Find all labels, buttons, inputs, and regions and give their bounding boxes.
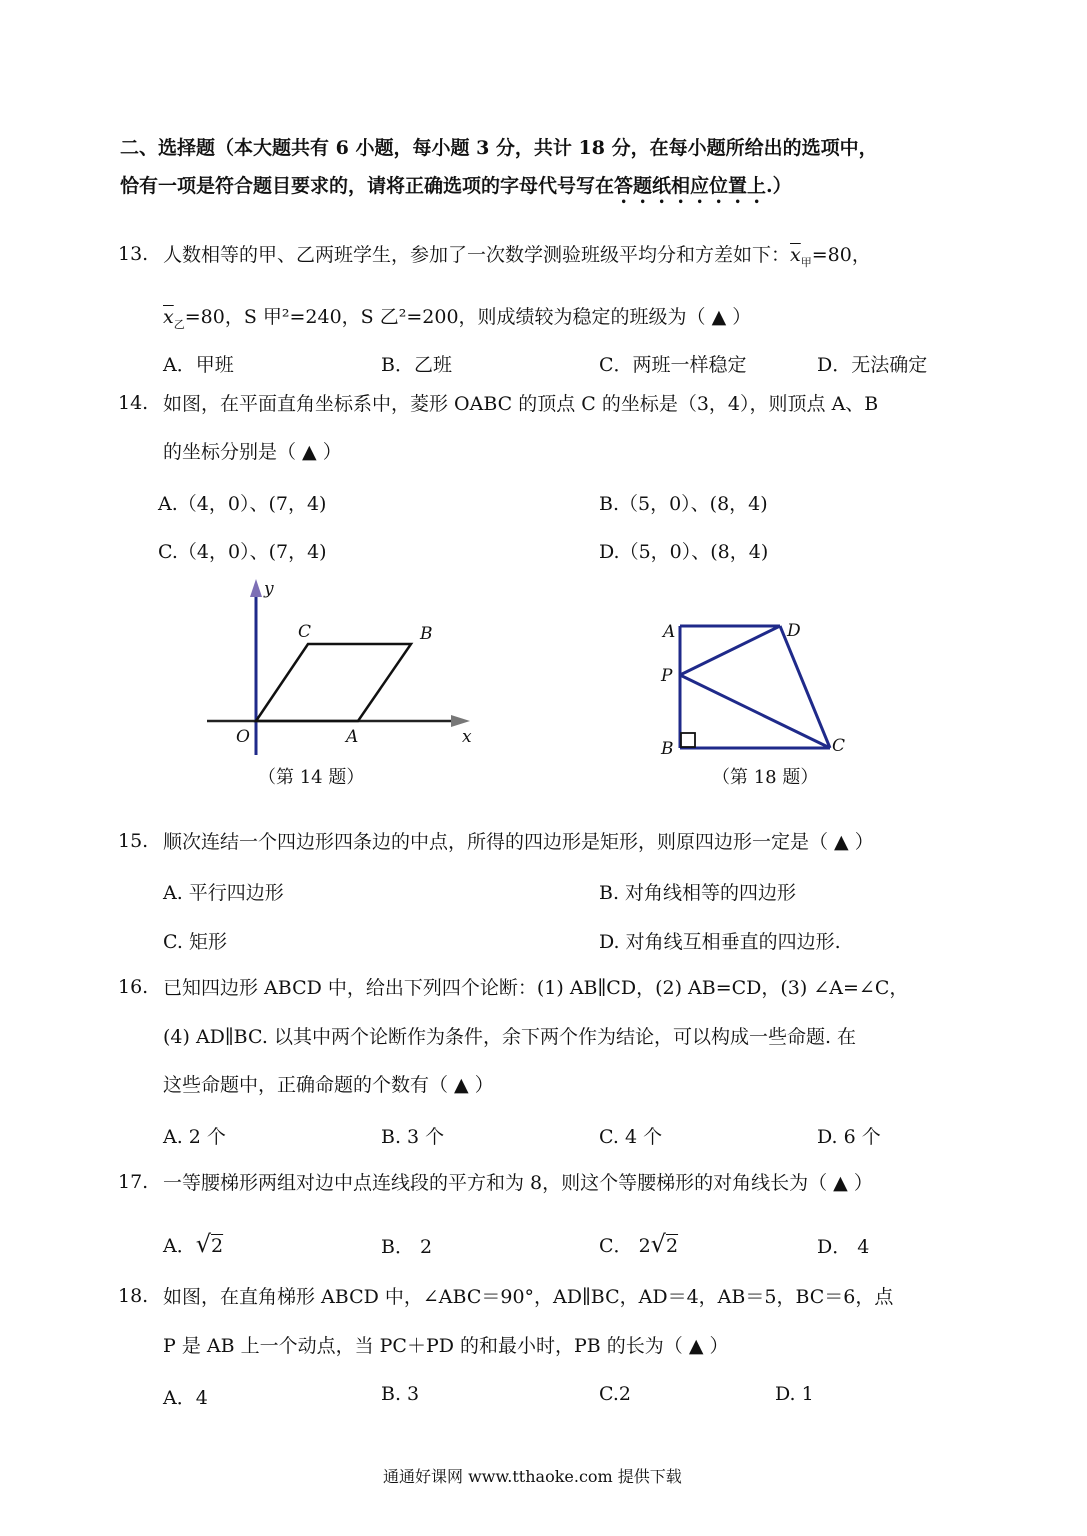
x-axis-arrow-icon: [451, 715, 470, 727]
xbar-symbol: $\overline{x}$: [163, 306, 174, 328]
q16-option-b: B. 3 个: [381, 1126, 445, 1148]
q14-number: 14.: [118, 392, 149, 414]
q16-option-a: A. 2 个: [163, 1126, 226, 1148]
xbar-subscript: 乙: [173, 317, 185, 331]
q14-option-c: C.（4，0）、(7，4): [158, 541, 327, 563]
sqrt-icon: √: [195, 1230, 212, 1258]
q15-number: 15.: [118, 830, 149, 852]
fig14-label-b: B: [420, 624, 433, 644]
q17-option-a: [163, 1230, 223, 1258]
section-line2-a: 恰有一项是符合题目要求的，请将正确选项的字母代号写在: [120, 175, 615, 197]
section-heading: 二、选择题（本大题共有 6 小题，每小题 3 分，共计 18 分，在每小题所给出的选项中，: [120, 137, 878, 159]
q18-number: 18.: [118, 1285, 149, 1307]
y-axis-arrow-icon: [250, 579, 262, 597]
q17-option-a-label: A．: [163, 1235, 196, 1257]
q13-option-d: D．无法确定: [817, 354, 928, 376]
q13-value: =80，: [811, 244, 871, 266]
q15-option-a: A. 平行四边形: [163, 882, 284, 904]
segment-pc: [680, 675, 830, 748]
q13-text: 人数相等的甲、乙两班学生，参加了一次数学测验班级平均分和方差如下：: [163, 244, 791, 266]
fig14-caption: （第 14 题）: [258, 767, 365, 788]
q13-option-c: C．两班一样稳定: [599, 354, 747, 376]
q17-option-b: B． 2: [381, 1236, 433, 1258]
q16-option-c: C. 4 个: [599, 1126, 663, 1148]
right-angle-mark: [681, 733, 695, 747]
fig18-label-b: B: [661, 739, 674, 759]
q16-option-d: D. 6 个: [817, 1126, 881, 1148]
q13-line2: [163, 305, 751, 337]
section-line2-emphasis: 答题纸相应位置上: [614, 175, 767, 197]
section-heading-line2: [120, 171, 792, 208]
q16-line2: (4) AD∥BC. 以其中两个论断作为条件，余下两个作为结论，可以构成一些命题. 在: [163, 1026, 857, 1048]
fig14-label-y: y: [264, 579, 274, 599]
q17-option-c-label: C． 2: [599, 1235, 651, 1257]
figure-18: [670, 617, 850, 757]
fig14-label-x: x: [462, 727, 472, 747]
q15-option-d: D. 对角线互相垂直的四边形.: [599, 931, 841, 953]
q18-option-b: B. 3: [381, 1383, 420, 1405]
q15-line1: 顺次连结一个四边形四条边的中点，所得的四边形是矩形，则原四边形一定是（ ▲ ）: [163, 831, 874, 853]
q17-option-a-radicand: 2: [211, 1235, 224, 1257]
q17-option-d: D． 4: [817, 1236, 870, 1258]
q14-option-a: A.（4，0）、(7，4): [158, 493, 327, 515]
fig14-label-a: A: [346, 727, 359, 747]
q17-number: 17.: [118, 1171, 149, 1193]
q13-text-2: =80，S 甲²=240，S 乙²=200，则成绩较为稳定的班级为（ ▲ ）: [184, 306, 752, 328]
fig18-label-c: C: [832, 736, 846, 756]
q18-option-c: C.2: [599, 1383, 631, 1405]
q13-line1: [163, 243, 871, 275]
section-line2-c: .）: [766, 175, 792, 197]
q18-option-d: D. 1: [775, 1383, 814, 1405]
q18-line1: 如图，在直角梯形 ABCD 中，∠ABC＝90°，AD∥BC，AD＝4，AB＝5，BC＝6，点: [163, 1286, 894, 1308]
q17-option-c-radicand: 2: [665, 1235, 679, 1257]
q18-option-a: A．4: [163, 1387, 208, 1409]
fig18-label-a: A: [663, 622, 676, 642]
fig18-label-p: P: [661, 666, 673, 686]
q13-option-a: A．甲班: [163, 354, 234, 376]
q14-line2: 的坐标分别是（ ▲ ）: [163, 441, 342, 463]
q14-option-d: D.（5，0）、(8，4): [599, 541, 769, 563]
fig14-label-c: C: [298, 622, 312, 642]
fig18-caption: （第 18 题）: [712, 767, 819, 788]
xbar-subscript: 甲: [800, 255, 812, 269]
q17-option-c: [599, 1230, 678, 1258]
q17-line1: 一等腰梯形两组对边中点连线段的平方和为 8，则这个等腰梯形的对角线长为（ ▲ ）: [163, 1172, 873, 1194]
q14-option-b: B.（5，0）、(8，4): [599, 493, 768, 515]
fig14-label-o: O: [236, 727, 250, 747]
page-footer: 通通好课网 www.tthaoke.com 提供下载: [383, 1467, 682, 1486]
rhombus-oabc: [256, 644, 411, 721]
fig18-label-d: D: [787, 621, 801, 641]
segment-pd: [680, 626, 780, 675]
q13-number: 13.: [118, 243, 149, 265]
q18-line2: P 是 AB 上一个动点，当 PC＋PD 的和最小时，PB 的长为（ ▲ ）: [163, 1335, 729, 1357]
xbar-symbol: $\overline{x}$: [790, 244, 801, 266]
q15-option-c: C. 矩形: [163, 931, 227, 953]
q14-line1: 如图，在平面直角坐标系中，菱形 OABC 的顶点 C 的坐标是（3，4），则顶点 A、B: [163, 393, 879, 415]
q13-option-b: B．乙班: [381, 354, 452, 376]
sqrt-icon: √: [650, 1230, 666, 1258]
q16-number: 16.: [118, 976, 149, 998]
segment-dc: [780, 626, 830, 748]
q16-line3: 这些命题中，正确命题的个数有（ ▲ ）: [163, 1074, 494, 1096]
q16-line1: 已知四边形 ABCD 中，给出下列四个论断：(1) AB∥CD，(2) AB=CD，(3) ∠A=∠C，: [163, 977, 909, 999]
q15-option-b: B. 对角线相等的四边形: [599, 882, 797, 904]
